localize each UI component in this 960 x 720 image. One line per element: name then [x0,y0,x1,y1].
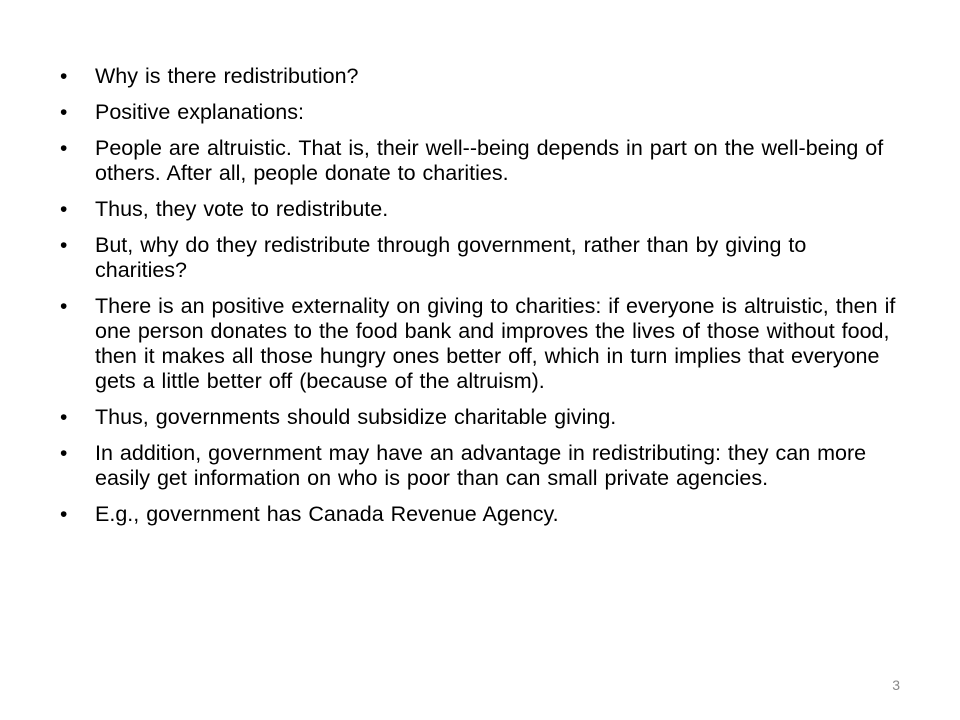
bullet-icon: • [60,406,68,429]
bullet-text: E.g., government has Canada Revenue Agency. [95,502,559,526]
bullet-icon: • [60,137,68,160]
bullet-item-8 [60,441,900,491]
bullet-icon: • [60,295,68,318]
bullet-text: People are altruistic. That is, their well‐-being depends in part on the well-being of others. After all, people donate to charities. [95,136,884,185]
bullet-text: Why is there redistribution? [95,64,359,88]
bullet-item-9 [60,502,900,527]
bullet-icon: • [60,503,68,526]
bullet-icon: • [60,234,68,257]
bullet-text: But, why do they redistribute through government, rather than by giving to charities? [95,233,807,282]
bullet-text: In addition, government may have an advantage in redistributing: they can more easily get information on who is poor than can small private agencies. [95,441,867,490]
bullet-text: Thus, they vote to redistribute. [95,197,389,221]
bullet-text: Positive explanations: [95,100,304,124]
bullet-item-5 [60,233,900,283]
bullet-item-6 [60,294,900,394]
bullet-text: There is an positive externality on giving to charities: if everyone is altruistic, then if one person donates to the food bank and improves the lives of those without food, then it makes all those hungry ones better off, which in turn implies that everyone gets a little better off (because of the altruism). [95,294,896,393]
bullet-icon: • [60,198,68,221]
bullet-icon: • [60,442,68,465]
bullet-item-3 [60,136,900,186]
bullet-item-7 [60,405,900,430]
bullet-item-4 [60,197,900,222]
slide-number: 3 [892,677,900,693]
bullet-text: Thus, governments should subsidize charitable giving. [95,405,617,429]
bullet-item-1 [60,64,900,89]
bullet-item-2 [60,100,900,125]
bullet-list [60,64,900,538]
bullet-icon: • [60,101,68,124]
bullet-icon: • [60,65,68,88]
